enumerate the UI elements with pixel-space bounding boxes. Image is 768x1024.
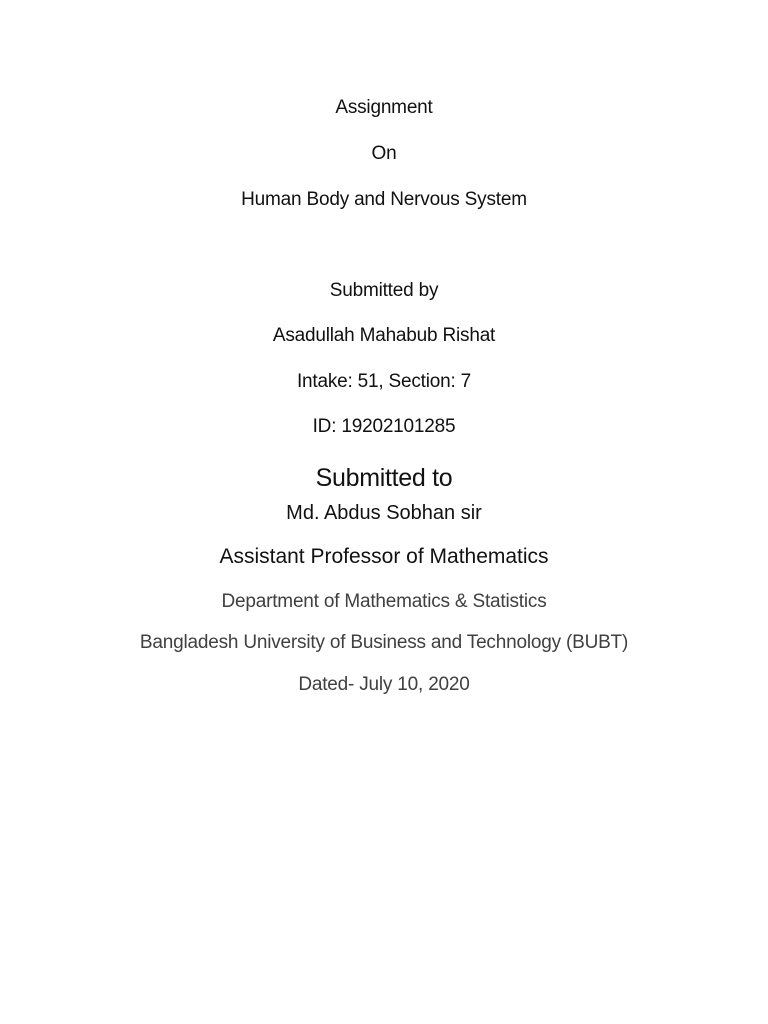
university-name: Bangladesh University of Business and Technology (BUBT) <box>139 632 629 653</box>
intake-section: Intake: 51, Section: 7 <box>296 371 472 392</box>
assignment-label: Assignment <box>335 97 433 118</box>
teacher-name: Md. Abdus Sobhan sir <box>286 502 482 524</box>
department-name: Department of Mathematics & Statistics <box>221 591 547 612</box>
student-name: Asadullah Mahabub Rishat <box>272 325 496 346</box>
submission-date: Dated- July 10, 2020 <box>298 674 470 695</box>
submitted-to-heading: Submitted to <box>315 464 453 492</box>
student-id: ID: 19202101285 <box>312 416 456 437</box>
submitted-by-heading: Submitted by <box>329 280 439 301</box>
assignment-topic: Human Body and Nervous System <box>241 189 527 210</box>
teacher-designation: Assistant Professor of Mathematics <box>219 545 549 568</box>
on-label: On <box>371 143 397 164</box>
